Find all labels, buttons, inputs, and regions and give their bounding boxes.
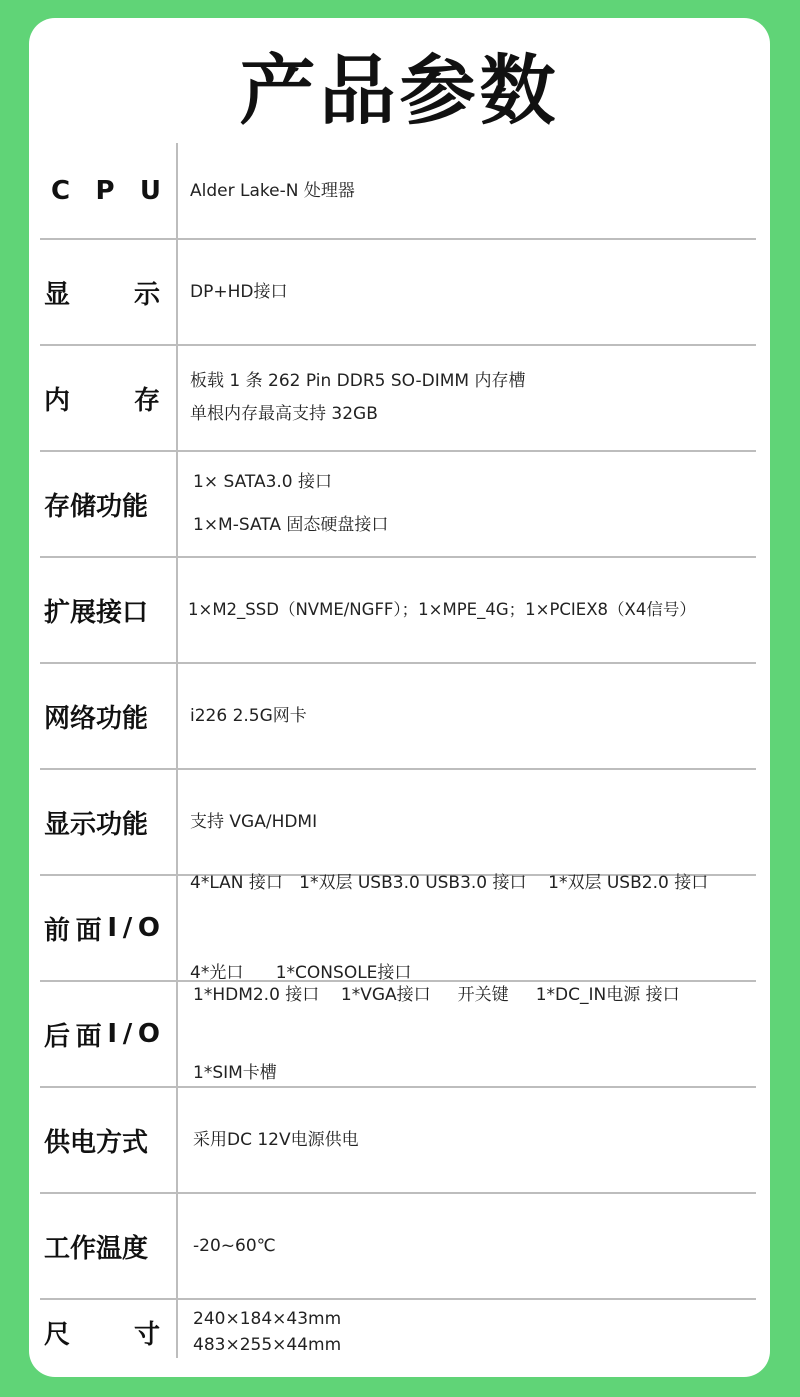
spec-value-line: 1×M-SATA 固态硬盘接口	[193, 515, 389, 535]
spec-row-display	[40, 240, 756, 346]
spec-label-char: /	[122, 913, 133, 943]
spec-row-memory	[40, 346, 756, 452]
spec-card	[29, 18, 770, 1377]
spec-row-network	[40, 664, 756, 770]
spec-label-char: U	[139, 175, 161, 206]
spec-value-dimensions	[193, 1306, 341, 1358]
spec-value-line: 板载 1 条 262 Pin DDR5 SO-DIMM 内存槽	[190, 371, 526, 391]
spec-label-temperature: 工作温度	[44, 1233, 149, 1264]
spec-value-line: 1× SATA3.0 接口	[193, 472, 333, 492]
spec-row-cpu	[40, 143, 756, 240]
spec-value-power	[193, 1127, 359, 1153]
spec-value-network	[190, 703, 307, 729]
spec-value-line: 1*SIM卡槽	[193, 1063, 277, 1083]
spec-value-line: DP+HD接口	[190, 282, 288, 302]
spec-label-rear-io	[44, 1016, 160, 1053]
page-title: 产品参数	[239, 46, 560, 135]
spec-value-temperature	[193, 1233, 276, 1259]
spec-label-char: C	[51, 175, 71, 206]
spec-value-memory	[190, 365, 526, 431]
spec-label-char: 后	[44, 1021, 71, 1052]
spec-row-dimensions	[40, 1300, 756, 1364]
spec-label-char: I	[107, 1019, 118, 1049]
spec-value-line: Alder Lake-N 处理器	[190, 180, 355, 201]
spec-label-expansion: 扩展接口	[44, 597, 149, 628]
spec-label-storage: 存储功能	[44, 491, 149, 522]
spec-label-char: 前	[44, 915, 71, 946]
spec-value-line: 1*HDM2.0 接口 1*VGA接口 开关键 1*DC_IN电源 接口	[193, 985, 680, 1005]
spec-label-char: I	[107, 913, 118, 943]
spec-label-char: 面	[75, 915, 102, 946]
spec-label-display-function: 显示功能	[44, 809, 149, 840]
spec-value-expansion	[188, 597, 696, 623]
spec-row-rear-io	[40, 982, 756, 1088]
spec-value-line: 1×M2_SSD（NVME/NGFF）；1×MPE_4G；1×PCIEX8（X4信号）	[188, 600, 696, 619]
spec-label-cpu	[51, 176, 161, 206]
spec-label-power: 供电方式	[44, 1127, 149, 1158]
spec-label-char: 尺	[44, 1319, 71, 1350]
spec-value-line: 单根内存最高支持 32GB	[190, 404, 378, 424]
spec-label-char: 存	[133, 385, 160, 416]
spec-value-line: 483×255×44mm	[193, 1335, 342, 1355]
spec-label-char: 示	[133, 279, 160, 310]
spec-value-line: 采用DC 12V电源供电	[193, 1130, 359, 1150]
spec-label-char: O	[137, 913, 160, 943]
spec-row-storage	[40, 452, 756, 558]
spec-value-line: 支持 VGA/HDMI	[190, 812, 318, 832]
spec-label-char: 寸	[133, 1319, 160, 1350]
spec-value-display	[190, 279, 287, 305]
spec-value-cpu	[190, 178, 355, 204]
spec-label-display	[44, 274, 160, 311]
spec-value-line: 4*光口 1*CONSOLE接口	[190, 963, 412, 983]
spec-label-memory	[44, 380, 160, 417]
spec-row-power	[40, 1088, 756, 1194]
spec-label-front-io	[44, 910, 160, 947]
spec-label-char: 内	[44, 385, 71, 416]
spec-value-line: 4*LAN 接口 1*双层 USB3.0 USB3.0 接口 1*双层 USB2.0 接口	[190, 873, 709, 893]
spec-row-temperature	[40, 1194, 756, 1300]
spec-value-storage	[193, 461, 388, 547]
spec-label-char: O	[137, 1019, 160, 1049]
spec-label-char: 面	[75, 1021, 102, 1052]
spec-label-char: /	[122, 1019, 133, 1049]
spec-label-char: 显	[44, 279, 71, 310]
spec-value-line: -20~60℃	[193, 1236, 276, 1256]
spec-value-line: i226 2.5G网卡	[190, 706, 307, 726]
spec-row-expansion	[40, 558, 756, 664]
spec-value-line: 240×184×43mm	[193, 1309, 342, 1329]
spec-label-char: P	[95, 175, 115, 206]
spec-label-network: 网络功能	[44, 703, 149, 734]
spec-label-dimensions	[44, 1314, 160, 1351]
